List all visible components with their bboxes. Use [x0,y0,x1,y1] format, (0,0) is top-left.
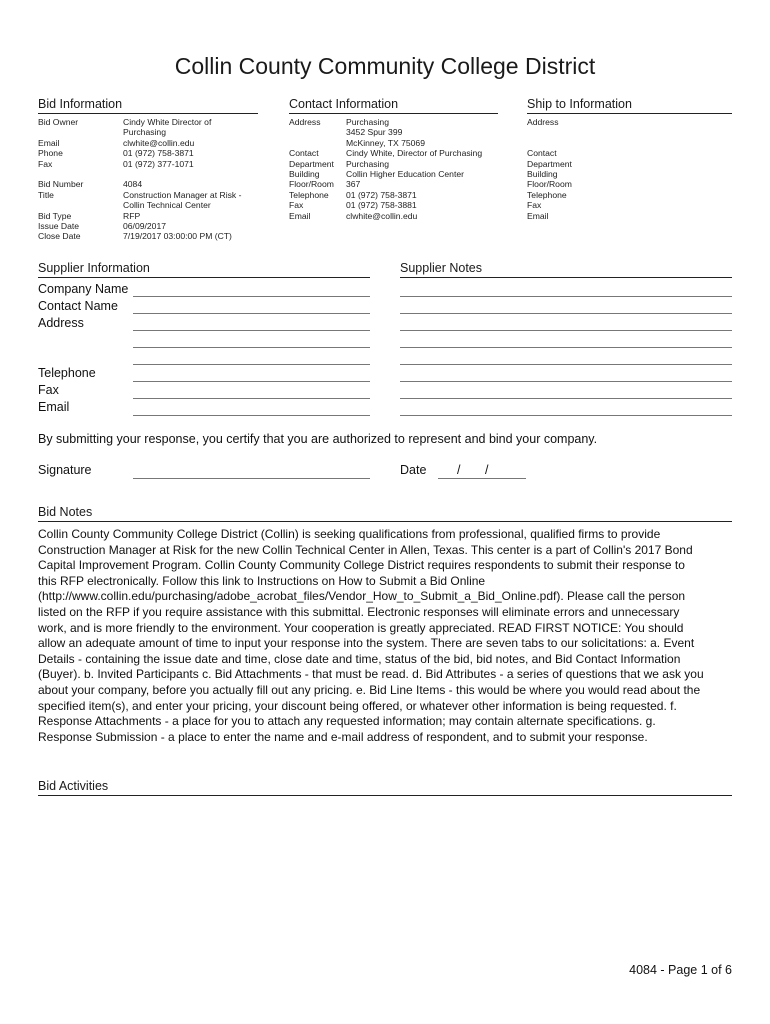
contact-information-heading: Contact Information [289,97,498,114]
bid-information-heading: Bid Information [38,97,258,114]
contact-floor-label: Floor/Room [289,179,334,190]
contact-fax-value: 01 (972) 758-3881 [346,200,417,211]
contact-telephone-label: Telephone [289,189,329,200]
signature-field[interactable] [133,478,370,479]
address-field-1[interactable] [133,330,370,331]
page-title: Collin County Community College District [174,53,596,79]
address-field-3[interactable] [133,364,370,365]
fax-field[interactable] [133,398,370,399]
supplier-information-heading: Supplier Information [38,261,370,278]
telephone-field[interactable] [133,381,370,382]
company-name-field[interactable] [133,296,370,297]
contact-building-label: Building [289,169,320,180]
supplier-notes-line-6[interactable] [400,381,732,382]
date-slash-2: / [485,463,489,477]
ship-info-labels [527,117,607,221]
bid-number-label: Bid Number [38,179,84,190]
contact-fax-label: Fax [289,200,304,211]
contact-department-value: Purchasing [346,158,389,169]
contact-name-label: Contact Name [38,299,118,313]
contact-contact-label: Contact [289,148,319,159]
ship-address-label: Address [527,117,559,127]
date-label: Date [400,463,427,477]
ship-floor-label: Floor/Room [527,179,572,190]
page-footer: 4084 - Page 1 of 6 [629,963,732,977]
contact-email-value: clwhite@collin.edu [346,210,418,221]
ship-to-information-heading: Ship to Information [527,97,732,114]
email-label: Email [38,400,70,414]
bid-owner-label: Bid Owner [38,117,79,127]
contact-department-label: Department [289,158,334,169]
bid-type-label: Bid Type [38,210,72,221]
title-label: Title [38,189,54,200]
email-label: Email [38,137,60,148]
supplier-notes-line-5[interactable] [400,364,732,365]
supplier-notes-line-2[interactable] [400,313,732,314]
contact-address-label: Address [289,117,321,127]
issue-date-value: 06/09/2017 [123,221,167,232]
supplier-notes-line-8[interactable] [400,415,732,416]
supplier-notes-line-1[interactable] [400,296,732,297]
phone-value: 01 (972) 758-3871 [123,148,194,159]
bid-activities-heading: Bid Activities [38,779,732,796]
signature-label: Signature [38,463,92,477]
ship-department-label: Department [527,158,572,169]
bid-number-value: 4084 [123,179,143,190]
phone-label: Phone [38,148,63,159]
bid-owner-value: Cindy White Director of Purchasing [123,117,212,138]
fax-label: Fax [38,383,59,397]
ship-building-label: Building [527,169,558,180]
ship-contact-label: Contact [527,148,557,159]
address-label: Address [38,316,84,330]
company-name-label: Company Name [38,282,129,296]
email-value: clwhite@collin.edu [123,137,195,148]
contact-telephone-value: 01 (972) 758-3871 [346,189,417,200]
date-field[interactable] [438,478,526,479]
contact-name-field[interactable] [133,313,370,314]
issue-date-label: Issue Date [38,221,80,232]
bid-notes-body: Collin County Community College District (Collin) is seeking qualifications from professional, qualified firms to provide Construction Manager at Risk for the new Collin Technical Center in Allen, Texas. This center is a part of Collin's 2017 Bond Capital Improvement Program. Collin County Community College District requires respondents to submit their response to this RFP electronically. Follow this link to Instructions on How to Submit a Bid Online (http://www.collin.edu/purchasing/adobe_acrobat_files/Vendor_How_to_Submit_a_Bid_Online.pdf). Please call the person listed on the RFP if you require assistance with this submittal. Electronic responses will eliminate errors and unnecessary work, and is more friendly to the environment. Your cooperation is greatly appreciated. READ FIRST NOTICE: You should allow an adequate amount of time to input your response into the system. There are seven tabs to our solicitations: a. Event Details - containing the issue date and time, close date and time, status of the bid, bid notes, and Bid Contact Information (Buyer). b. Invited Participants c. Bid Attachments - that must be read. d. Bid Attributes - a series of questions that we ask you about your company, before you actually fill out any pricing. e. Bid Line Items - this would be where you would read about the specified item(s), and enter your pricing, your discount being offered, or whatever other information is being requested. f. Response Attachments - a place for you to attach any requested information; may contain alternate specifications. g. Response Submission - a place to enter the name and e-mail address of respondent, and to submit your response. [38,527,704,744]
address-field-2[interactable] [133,347,370,348]
fax-value: 01 (972) 377-1071 [123,158,194,169]
ship-fax-label: Fax [527,200,542,211]
email-field[interactable] [133,415,370,416]
ship-email-label: Email [527,210,549,221]
supplier-notes-heading: Supplier Notes [400,261,732,278]
bid-info-labels [38,117,122,242]
contact-info-values [346,117,516,221]
ship-telephone-label: Telephone [527,189,567,200]
contact-email-label: Email [289,210,311,221]
supplier-notes-line-3[interactable] [400,330,732,331]
certify-statement: By submitting your response, you certify that you are authorized to represent and bind your company. [38,432,598,446]
telephone-label: Telephone [38,366,96,380]
contact-contact-value: Cindy White, Director of Purchasing [346,148,483,159]
close-date-value: 7/19/2017 03:00:00 PM (CT) [123,231,232,242]
supplier-notes-line-4[interactable] [400,347,732,348]
close-date-label: Close Date [38,231,81,242]
bid-info-values [123,117,268,242]
fax-label: Fax [38,158,53,169]
bid-notes-heading: Bid Notes [38,505,732,522]
bid-type-value: RFP [123,210,141,221]
title-value: Construction Manager at Risk - Collin Technical Center [123,189,242,211]
contact-floor-value: 367 [346,179,361,190]
supplier-notes-line-7[interactable] [400,398,732,399]
contact-address-value: Purchasing 3452 Spur 399 McKinney, TX 75069 [346,117,425,148]
date-slash-1: / [457,463,461,477]
contact-info-labels [289,117,345,221]
contact-building-value: Collin Higher Education Center [346,169,464,180]
